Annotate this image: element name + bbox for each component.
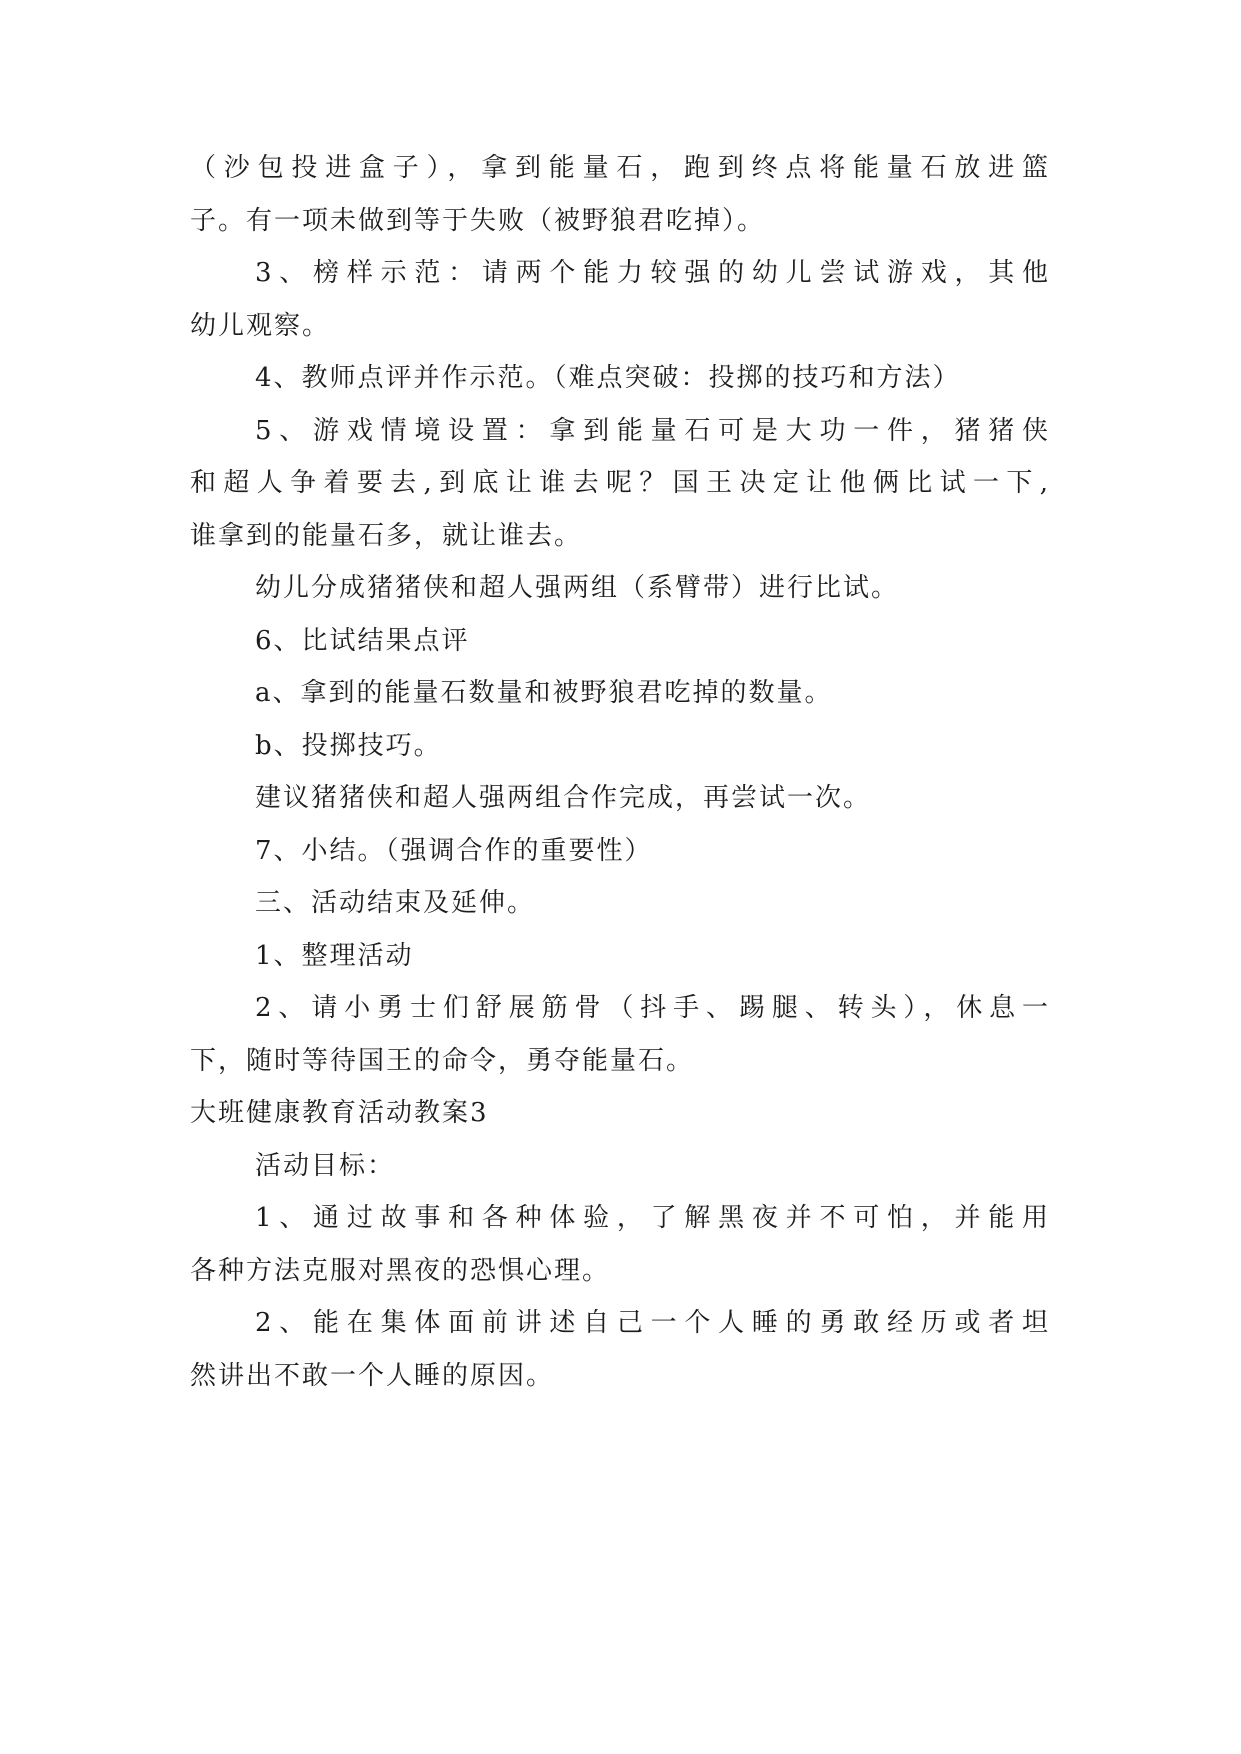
paragraph (190, 667, 1050, 720)
text-line: 4、教师点评并作示范。（难点突破：投掷的技巧和方法） (255, 363, 961, 393)
text-line: 然讲出不敢一个人睡的原因。 (190, 1360, 555, 1391)
text-line: （沙包投进盒子），拿到能量石，跑到终点将能量石放进篮 (190, 153, 1050, 183)
text-line: 3、榜样示范：请两个能力较强的幼儿尝试游戏，其他 (255, 258, 1050, 288)
paragraph (190, 1192, 1050, 1297)
paragraph (190, 405, 1050, 563)
text-line: 三、活动结束及延伸。 (255, 888, 536, 918)
text-line: 建议猪猪侠和超人强两组合作完成，再尝试一次。 (255, 783, 872, 813)
section-heading (190, 1087, 1050, 1140)
text-line: a、拿到的能量石数量和被野狼君吃掉的数量。 (255, 678, 833, 708)
text-line: 幼儿观察。 (190, 310, 331, 341)
text-line: 7、小结。（强调合作的重要性） (255, 835, 653, 866)
paragraph (190, 562, 1050, 615)
text-line: 下，随时等待国王的命令，勇夺能量石。 (190, 1045, 695, 1076)
text-line: 幼儿分成猪猪侠和超人强两组（系臂带）进行比试。 (255, 573, 900, 603)
text-line: 谁拿到的能量石多，就让谁去。 (190, 520, 583, 551)
text-line: 1、整理活动 (255, 940, 414, 971)
paragraph (190, 720, 1050, 773)
continued-paragraph (190, 142, 1050, 247)
text-line: 5、游戏情境设置：拿到能量石可是大功一件，猪猪侠 (255, 415, 1050, 446)
paragraph (190, 615, 1050, 668)
heading-text: 大班健康教育活动教案3 (190, 1098, 489, 1128)
text-line: 子。有一项未做到等于失败（被野狼君吃掉）。 (190, 205, 766, 236)
text-line: 6、比试结果点评 (255, 625, 470, 656)
text-line: b、投掷技巧。 (255, 730, 442, 761)
paragraph (190, 982, 1050, 1087)
text-line: 1、通过故事和各种体验，了解黑夜并不可怕，并能用 (255, 1203, 1050, 1233)
paragraph (190, 930, 1050, 983)
paragraph (190, 247, 1050, 352)
text-line: 各种方法克服对黑夜的恐惧心理。 (190, 1255, 611, 1286)
document-body (190, 142, 1050, 1402)
text-line: 2、请小勇士们舒展筋骨（抖手、踢腿、转头），休息一 (255, 993, 1050, 1023)
text-line: 和超人争着要去,到底让谁去呢？国王决定让他俩比试一下, (190, 468, 1050, 498)
paragraph (190, 825, 1050, 878)
paragraph (190, 1140, 1050, 1193)
text-line: 2、能在集体面前讲述自己一个人睡的勇敢经历或者坦 (255, 1308, 1050, 1338)
paragraph (190, 352, 1050, 405)
paragraph (190, 1297, 1050, 1402)
paragraph (190, 772, 1050, 825)
text-line: 活动目标： (255, 1150, 396, 1181)
paragraph (190, 877, 1050, 930)
